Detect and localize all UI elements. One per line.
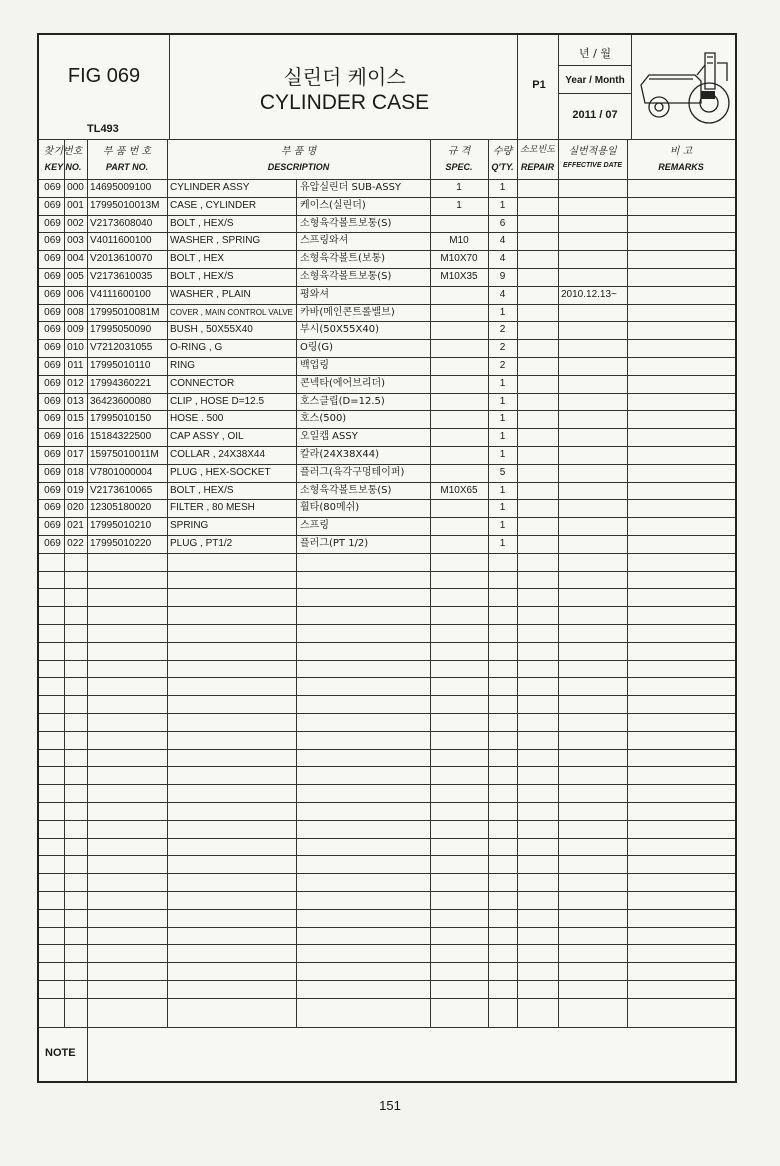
description-en: COVER , MAIN CONTROL VALVE [170, 307, 293, 317]
spec-value [430, 464, 488, 482]
effective-date [561, 375, 627, 393]
spec-value [430, 517, 488, 535]
description-en: BOLT , HEX/S [170, 271, 234, 282]
quantity: 2 [499, 360, 506, 371]
effective-date [561, 517, 627, 535]
effective-date [561, 482, 627, 500]
col-spec-en: SPEC. [445, 162, 473, 172]
table-row [39, 250, 735, 268]
col-repair-en: REPAIR [520, 162, 555, 172]
table-row [39, 482, 735, 500]
key-no: 009 [67, 324, 84, 336]
table-row [39, 179, 735, 197]
description-en: O-RING , G [170, 342, 223, 354]
description-kr: 카바(메인콘트롤밸브) [300, 306, 395, 318]
description-kr: 호스(500) [300, 413, 347, 425]
year-month-label-en: Year / Month [565, 75, 625, 86]
part-number: 15184322500 [90, 431, 152, 443]
description-en: FILTER , 80 MESH [170, 502, 255, 514]
effective-date [561, 499, 627, 517]
part-number: 17995010220 [90, 538, 152, 549]
description-kr: 소형육각볼트보통(S) [300, 484, 392, 496]
row-rule [39, 802, 735, 803]
col-repair-kr: 소모빈도 [520, 145, 555, 155]
note-label: NOTE [45, 1047, 76, 1059]
spec-value [430, 393, 488, 411]
part-number: 36423600080 [90, 395, 152, 407]
description-kr: 소형육각볼트보통(S) [300, 271, 392, 282]
key-no-group: 069 [44, 502, 61, 514]
part-number: 17994360221 [90, 377, 152, 389]
table-row [39, 339, 735, 357]
part-number: V2173610035 [90, 271, 153, 282]
description-kr: 플러그(PT 1/2) [300, 538, 369, 549]
key-no: 000 [67, 182, 84, 193]
row-rule [39, 998, 735, 999]
spec-value [430, 321, 488, 339]
part-number: V4111600100 [90, 288, 151, 300]
key-no: 002 [67, 217, 84, 229]
key-no-group: 069 [44, 324, 61, 336]
key-no: 018 [67, 466, 84, 478]
part-number: 17995010013M [90, 199, 160, 211]
table-row [39, 517, 735, 535]
row-rule [39, 962, 735, 963]
spec-value: M10X70 [440, 253, 478, 265]
spec-value [430, 375, 488, 393]
row-rule [39, 588, 735, 589]
description-en: CONNECTOR [170, 377, 235, 389]
quantity: 1 [499, 520, 506, 532]
part-number: 17995010081M [90, 306, 160, 318]
effective-date [561, 410, 627, 428]
row-rule [39, 713, 735, 714]
key-no: 012 [67, 377, 84, 389]
key-no-group: 069 [44, 253, 61, 265]
description-en: HOSE . 500 [170, 413, 224, 425]
key-no-group: 069 [44, 217, 61, 229]
key-no: 003 [67, 235, 84, 247]
description-en: CAP ASSY , OIL [170, 431, 244, 443]
col-remarks-kr: 비 고 [669, 146, 693, 157]
key-no-group: 069 [44, 306, 61, 318]
description-kr: 부시(50X55X40) [300, 324, 379, 336]
quantity: 1 [499, 431, 506, 443]
key-no: 006 [67, 288, 84, 300]
col-key-no-en: KEY NO. [44, 162, 82, 172]
description-kr: 스프링와셔 [300, 235, 349, 247]
key-no-group: 069 [44, 360, 61, 371]
description-en: PLUG , PT1/2 [170, 538, 233, 549]
description-kr: O링(G) [300, 342, 334, 354]
col-key-no-kr: 찾기번호 [43, 146, 83, 157]
quantity: 1 [499, 449, 506, 460]
table-row [39, 268, 735, 286]
description-kr: 오일캡 ASSY [300, 431, 358, 443]
row-rule [39, 838, 735, 839]
table-row [39, 535, 735, 553]
description-en: WASHER , SPRING [170, 235, 261, 247]
table-row [39, 232, 735, 250]
row-rule [39, 695, 735, 696]
part-number: V2013610070 [90, 253, 153, 265]
key-no: 010 [67, 342, 84, 354]
key-no-group: 069 [44, 377, 61, 389]
key-no: 017 [67, 449, 84, 460]
table-row [39, 197, 735, 215]
effective-date [561, 304, 627, 322]
row-rule [39, 677, 735, 678]
table-row [39, 375, 735, 393]
spec-value [430, 535, 488, 553]
table-row [39, 464, 735, 482]
col-remarks-en: REMARKS [658, 162, 704, 172]
col-spec-kr: 규 격 [447, 146, 471, 157]
description-kr: 소형육각볼트보통(S) [300, 217, 392, 229]
row-rule [39, 642, 735, 643]
row-rule [39, 749, 735, 750]
description-en: RING [170, 360, 195, 371]
description-kr: 콘넥타(에어브리더) [300, 377, 386, 389]
col-qty-en: Q'TY. [491, 162, 514, 172]
effective-date [561, 268, 627, 286]
spec-value: 1 [456, 199, 462, 211]
key-no-group: 069 [44, 520, 61, 532]
row-rule [39, 766, 735, 767]
key-no-group: 069 [44, 538, 61, 549]
model-code: TL493 [87, 123, 119, 135]
key-no: 013 [67, 395, 84, 407]
description-en: BOLT , HEX/S [170, 484, 234, 496]
description-kr: 소형육각볼트(보통) [300, 253, 386, 265]
key-no-group: 069 [44, 449, 61, 460]
quantity: 2 [499, 342, 506, 354]
spec-value [430, 410, 488, 428]
description-kr: 칼라(24X38X44) [300, 449, 379, 460]
key-no-group: 069 [44, 466, 61, 478]
row-rule [39, 909, 735, 910]
part-number: V7212031055 [90, 342, 153, 354]
effective-date [561, 357, 627, 375]
key-no: 016 [67, 431, 84, 443]
description-en: CASE , CYLINDER [170, 199, 257, 211]
part-number: V2173608040 [90, 217, 153, 229]
parts-sheet [37, 33, 737, 1083]
description-kr: 호스클립(D=12.5) [300, 395, 385, 407]
key-no-group: 069 [44, 235, 61, 247]
table-row [39, 321, 735, 339]
description-en: SPRING [170, 520, 209, 532]
quantity: 5 [499, 466, 506, 478]
key-no-group: 069 [44, 395, 61, 407]
quantity: 4 [499, 288, 506, 300]
table-row [39, 304, 735, 322]
col-part-no-en: PART NO. [105, 162, 149, 172]
row-rule [39, 873, 735, 874]
row-rule [39, 891, 735, 892]
page-number: 151 [379, 1098, 401, 1113]
col-effective-date-en: EFFECTIVE DATE [563, 162, 622, 169]
description-kr: 휠타(80메쉬) [300, 502, 360, 514]
quantity: 1 [499, 395, 506, 407]
description-en: COLLAR , 24X38X44 [170, 449, 266, 460]
title-english: CYLINDER CASE [259, 91, 430, 114]
figure-number: FIG 069 [67, 65, 141, 87]
description-en: CLIP , HOSE D=12.5 [170, 395, 265, 407]
col-description-en: DESCRIPTION [267, 162, 330, 172]
parts-table [39, 179, 735, 1027]
spec-value [430, 499, 488, 517]
row-rule [39, 944, 735, 945]
part-number: V7801000004 [90, 466, 153, 478]
description-en: BUSH , 50X55X40 [170, 324, 253, 336]
key-no: 015 [67, 413, 84, 425]
description-en: PLUG , HEX-SOCKET [170, 466, 271, 478]
quantity: 1 [499, 413, 506, 425]
effective-date [561, 446, 627, 464]
col-qty-kr: 수량 [492, 146, 513, 157]
spec-value [430, 446, 488, 464]
key-no-group: 069 [44, 182, 61, 193]
table-row [39, 357, 735, 375]
spec-value: 1 [456, 182, 462, 193]
table-row [39, 393, 735, 411]
key-no-group: 069 [44, 431, 61, 443]
table-row [39, 215, 735, 233]
description-en: CYLINDER ASSY [170, 182, 250, 193]
description-kr: 평와셔 [300, 288, 329, 300]
spec-value [430, 428, 488, 446]
key-no-group: 069 [44, 271, 61, 282]
table-row [39, 428, 735, 446]
part-number: 17995050090 [90, 324, 152, 336]
row-rule [39, 820, 735, 821]
table-row [39, 446, 735, 464]
row-rule [39, 660, 735, 661]
quantity: 2 [499, 324, 506, 336]
part-number: V4011600100 [90, 235, 152, 247]
part-number: 12305180020 [90, 502, 152, 514]
part-number: 14695009100 [90, 182, 152, 193]
description-en: WASHER , PLAIN [170, 288, 251, 300]
description-kr: 백업링 [300, 360, 329, 371]
spec-value [430, 304, 488, 322]
row-rule [39, 927, 735, 928]
key-no-group: 069 [44, 199, 61, 211]
effective-date [561, 428, 627, 446]
description-en: BOLT , HEX/S [170, 217, 234, 229]
col-part-no-kr: 부 품 번 호 [102, 146, 152, 157]
effective-date [561, 321, 627, 339]
key-no: 001 [67, 199, 84, 211]
year-month-value: 2011 / 07 [572, 109, 618, 121]
row-rule [39, 980, 735, 981]
sheet-page-label: P1 [532, 79, 546, 91]
quantity: 1 [499, 484, 506, 496]
title-korean: 실린더 케이스 [283, 65, 406, 89]
effective-date [561, 393, 627, 411]
quantity: 1 [499, 199, 506, 211]
description-kr: 케이스(실린더) [300, 199, 366, 211]
spec-value [430, 215, 488, 233]
description-kr: 유압실린더 SUB-ASSY [300, 182, 402, 193]
table-row [39, 499, 735, 517]
row-rule [39, 784, 735, 785]
tractor-illustration [635, 45, 735, 135]
row-rule [39, 731, 735, 732]
key-no: 011 [67, 360, 84, 371]
part-number: 17995010150 [90, 413, 152, 425]
spec-value [430, 339, 488, 357]
quantity: 1 [499, 182, 506, 193]
quantity: 1 [499, 502, 506, 514]
row-rule [39, 855, 735, 856]
quantity: 4 [499, 235, 506, 247]
part-number: 17995010110 [90, 360, 151, 371]
spec-value [430, 286, 488, 304]
description-kr: 스프링 [300, 520, 329, 532]
effective-date [561, 535, 627, 553]
spec-value: M10 [449, 235, 469, 247]
part-number: 17995010210 [90, 520, 152, 532]
quantity: 1 [499, 377, 506, 389]
row-rule [39, 624, 735, 625]
col-effective-date-kr: 실번적용일 [568, 146, 617, 157]
key-no-group: 069 [44, 484, 61, 496]
quantity: 6 [499, 217, 506, 229]
key-no: 022 [67, 538, 84, 549]
table-row [39, 410, 735, 428]
effective-date [561, 197, 627, 215]
key-no: 008 [67, 306, 84, 318]
part-number: V2173610065 [90, 484, 153, 496]
key-no: 019 [67, 484, 84, 496]
key-no-group: 069 [44, 413, 61, 425]
effective-date [561, 179, 627, 197]
row-rule [39, 606, 735, 607]
key-no-group: 069 [44, 342, 61, 354]
effective-date [561, 250, 627, 268]
key-no: 020 [67, 502, 84, 514]
table-row [39, 286, 735, 304]
row-rule [39, 571, 735, 572]
spec-value: M10X35 [440, 271, 478, 282]
col-description-kr: 부 품 명 [280, 146, 317, 157]
description-en: BOLT , HEX [170, 253, 225, 265]
effective-date [561, 232, 627, 250]
quantity: 4 [499, 253, 506, 265]
effective-date [561, 339, 627, 357]
key-no-group: 069 [44, 288, 61, 300]
effective-date [561, 464, 627, 482]
quantity: 9 [499, 271, 506, 282]
spec-value [430, 357, 488, 375]
key-no: 021 [67, 520, 84, 532]
quantity: 1 [499, 538, 506, 549]
part-number: 15975010011M [90, 449, 159, 460]
description-kr: 플러그(육각구멍테이퍼) [300, 466, 405, 478]
year-month-label-kr: 년 / 월 [579, 47, 611, 60]
effective-date: 2010.12.13~ [561, 288, 617, 300]
key-no: 005 [67, 271, 84, 282]
effective-date [561, 215, 627, 233]
spec-value: M10X65 [440, 484, 478, 496]
key-no: 004 [67, 253, 84, 265]
quantity: 1 [499, 306, 506, 318]
